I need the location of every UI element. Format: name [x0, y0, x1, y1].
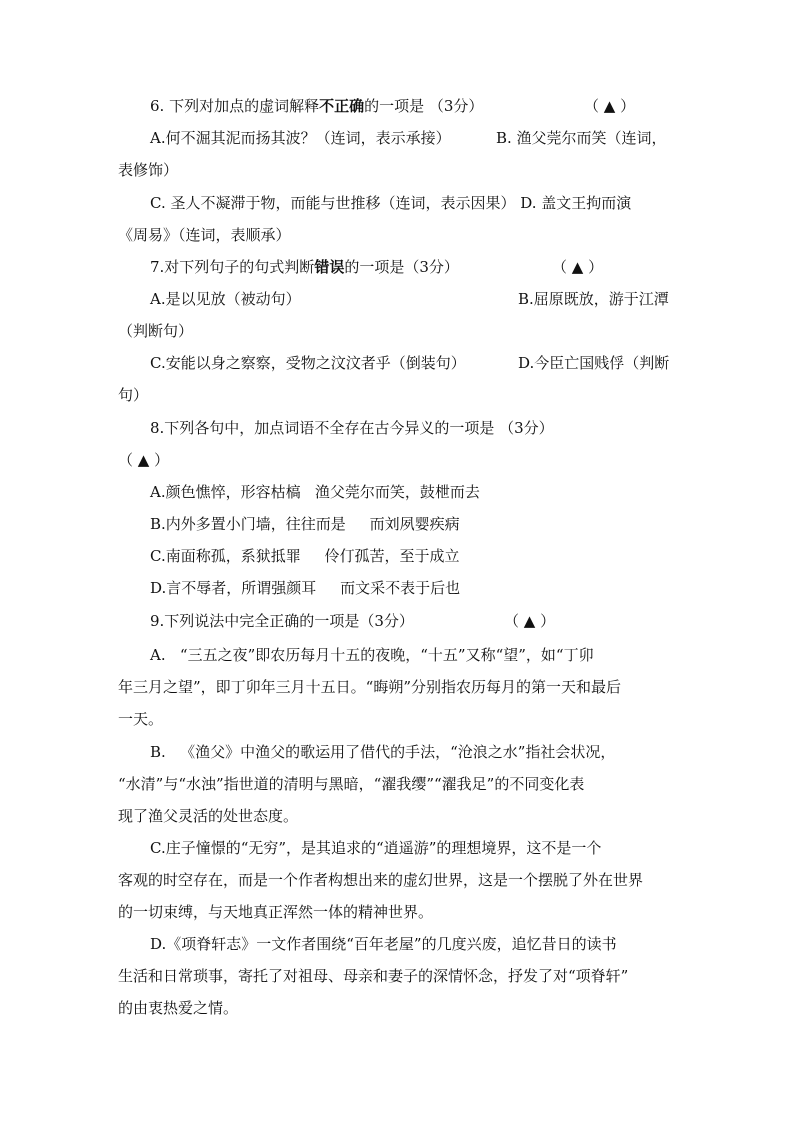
q9-option-c-line3: 的一切束缚，与天地真正浑然一体的精神世界。 — [118, 903, 434, 921]
q6-option-d-cont: 《周易》（连词，表顺承） — [118, 226, 291, 244]
q8-option-d: D.言不辱者，所谓强颜耳 而文采不表于后也 — [150, 579, 461, 597]
q9-option-b-line3: 现了渔父灵活的处世态度。 — [118, 807, 299, 825]
q7-stem — [150, 257, 459, 277]
q9-option-b-line1: B. 《渔父》中渔父的歌运用了借代的手法，“沧浪之水”指社会状况， — [150, 743, 616, 761]
q8-option-a: A.颜色憔悴，形容枯槁 渔父莞尔而笑，鼓枻而去 — [150, 483, 480, 501]
q6-stem-bold: 不正确 — [319, 97, 365, 115]
q6-option-b: B. 渔父莞尔而笑（连词， — [496, 129, 667, 147]
q8-option-c: C.南面称孤，系狱抵罪 伶仃孤苦，至于成立 — [150, 547, 460, 565]
q6-option-a: A.何不淈其泥而扬其波？（连词，表示承接） — [150, 129, 451, 147]
q6-answer-blank: （ ▲ ） — [584, 97, 636, 115]
q8-option-b: B.内外多置小门墙，往往而是 而刘夙婴疾病 — [150, 515, 460, 533]
q7-option-d-cont: 句） — [118, 386, 149, 404]
q9-option-b-line2: “水清”与“水浊”指世道的清明与黑暗，“濯我缨”“濯我足”的不同变化表 — [118, 775, 585, 793]
q9-option-d-line3: 的由衷热爱之情。 — [118, 999, 239, 1017]
q7-option-b: B.屈原既放，游于江潭 — [518, 290, 669, 308]
q9-answer-blank: （ ▲ ） — [504, 612, 556, 630]
q6-stem — [150, 96, 483, 116]
q9-option-d-line2: 生活和日常琐事，寄托了对祖母、母亲和妻子的深情怀念，抒发了对“项脊轩” — [118, 967, 629, 985]
q7-stem-pre: 7.对下列句子的句式判断 — [150, 258, 315, 276]
q7-option-a: A.是以见放（被动句） — [150, 290, 301, 308]
q8-stem: 8.下列各句中，加点词语不全存在古今异义的一项是 （3分） — [150, 419, 554, 437]
q9-option-d-line1: D.《项脊轩志》一文作者围绕“百年老屋”的几度兴废，追忆昔日的读书 — [150, 935, 617, 953]
q7-stem-post: 的一项是（3分） — [344, 258, 459, 276]
q7-option-d: D.今臣亡国贱俘（判断 — [518, 354, 670, 372]
q9-option-a-line1: A. “三五之夜”即农历每月十五的夜晚，“十五”又称“望”，如“丁卯 — [150, 646, 594, 664]
q7-stem-bold: 错误 — [314, 258, 345, 276]
q7-answer-blank: （ ▲ ） — [552, 258, 604, 276]
q6-option-cd: C. 圣人不凝滞于物，而能与世推移（连词，表示因果） D. 盖文王拘而演 — [150, 194, 632, 212]
q9-option-c-line1: C.庄子憧憬的“无穷”，是其追求的“逍遥游”的理想境界，这不是一个 — [150, 839, 602, 857]
q8-answer-blank: （ ▲ ） — [118, 451, 170, 469]
q9-option-a-line2: 年三月之望”，即丁卯年三月十五日。“晦朔”分别指农历每月的第一天和最后 — [118, 678, 622, 696]
q7-option-b-cont: （判断句） — [118, 322, 194, 340]
q9-stem: 9.下列说法中完全正确的一项是（3分） — [150, 612, 414, 630]
q9-option-c-line2: 客观的时空存在，而是一个作者构想出来的虚幻世界，这是一个摆脱了外在世界 — [118, 871, 644, 889]
q7-option-c: C.安能以身之察察，受物之汶汶者乎（倒装句） — [150, 354, 466, 372]
q6-option-b-cont: 表修饰） — [118, 161, 179, 179]
q6-stem-pre: 6. 下列对加点的虚词解释 — [150, 97, 320, 115]
q9-option-a-line3: 一天。 — [118, 710, 164, 728]
q6-stem-post: 的一项是 （3分） — [364, 97, 484, 115]
